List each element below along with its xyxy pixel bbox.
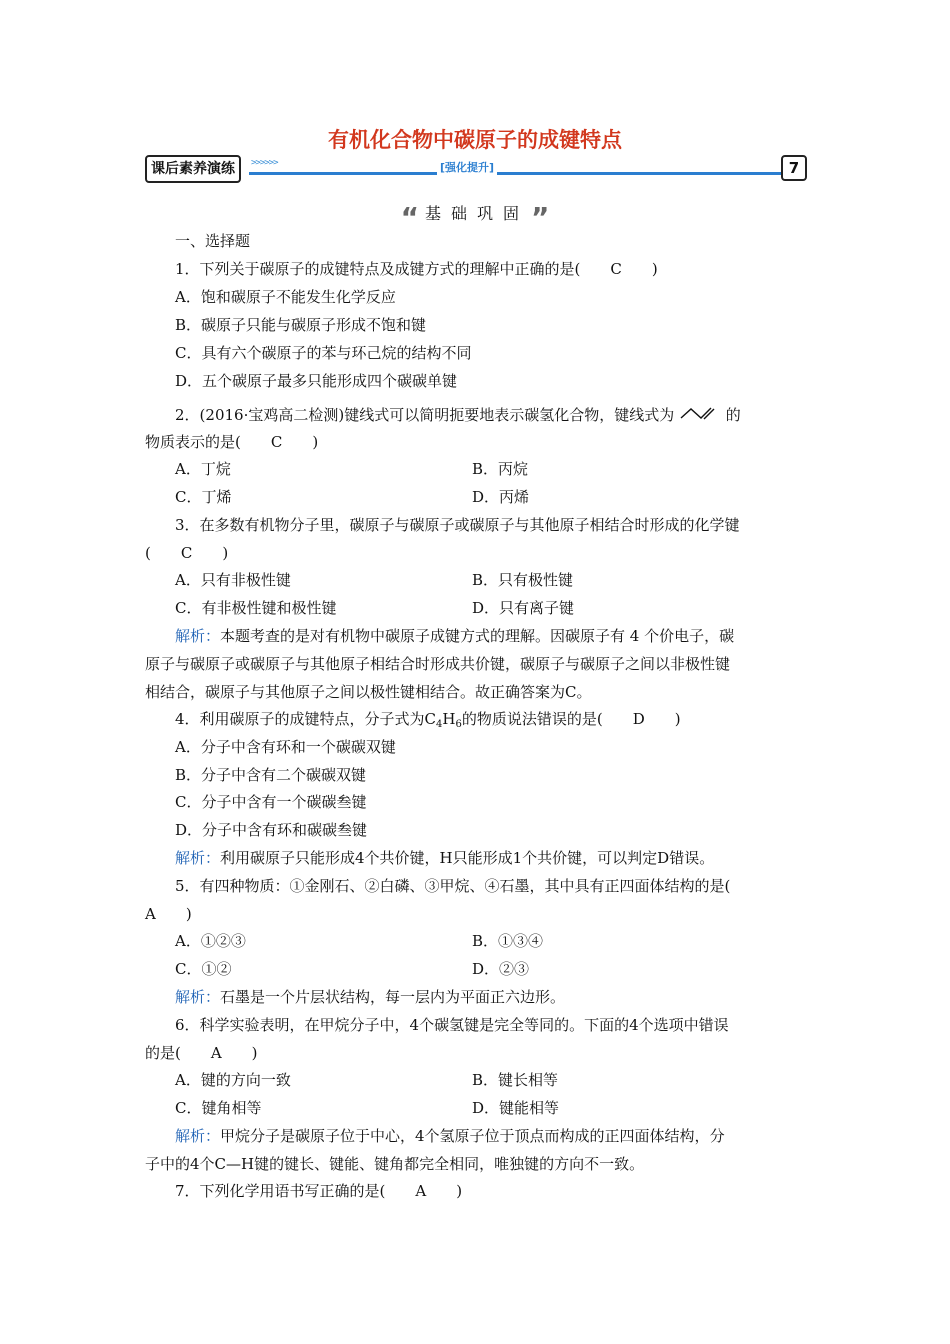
question-6-stem: 6．科学实验表明，在甲烷分子中，4个碳氢键是完全等同的。下面的4个选项中错误 bbox=[175, 1016, 729, 1034]
q2-option-a: A．丁烷 bbox=[175, 460, 231, 478]
q6-option-a: A．键的方向一致 bbox=[175, 1071, 291, 1089]
banner-divider bbox=[249, 172, 781, 175]
q5-option-b: B．①③④ bbox=[472, 932, 544, 950]
q1-option-a: A．饱和碳原子不能发生化学反应 bbox=[175, 288, 396, 306]
q2-option-d: D．丙烯 bbox=[472, 488, 530, 506]
q4-stem-text: 4．利用碳原子的成键特点，分子式为C bbox=[175, 710, 437, 728]
q2-option-b: B．丙烷 bbox=[472, 460, 529, 478]
q6-option-d: D．键能相等 bbox=[472, 1099, 560, 1117]
question-4-stem bbox=[175, 709, 681, 735]
q4-analysis bbox=[175, 848, 714, 868]
close-quote-icon: ” bbox=[531, 201, 550, 234]
part-heading: 一、选择题 bbox=[175, 232, 251, 250]
q3-option-b: B．只有极性键 bbox=[472, 571, 574, 589]
q1-option-b: B．碳原子只能与碳原子形成不饱和键 bbox=[175, 316, 427, 334]
q2-stem-tail: 的 bbox=[725, 406, 741, 424]
q3-option-c: C．有非极性键和极性键 bbox=[175, 599, 337, 617]
q3-option-a: A．只有非极性键 bbox=[175, 571, 291, 589]
q2-option-c: C．丁烯 bbox=[175, 488, 232, 506]
analysis-label: 解析： bbox=[175, 849, 221, 867]
page-title: 有机化合物中碳原子的成键特点 bbox=[328, 128, 622, 152]
analysis-label: 解析： bbox=[175, 988, 221, 1006]
q6-option-c: C．键角相等 bbox=[175, 1099, 262, 1117]
q3-option-d: D．只有离子键 bbox=[472, 599, 575, 617]
q6-analysis-line-2: 子中的4个C—H键的键长、键能、键角都完全相同，唯独键的方向不一致。 bbox=[145, 1155, 645, 1173]
banner-label: 课后素养演练 bbox=[145, 155, 241, 183]
section-heading bbox=[0, 201, 950, 234]
analysis-text: 甲烷分子是碳原子位于中心，4个氢原子位于顶点而构成的正四面体结构，分 bbox=[220, 1127, 725, 1145]
question-5-stem: 5．有四种物质：①金刚石、②白磷、③甲烷、④石墨，其中具有正四面体结构的是( bbox=[175, 877, 731, 895]
analysis-text: 本题考查的是对有机物中碳原子成键方式的理解。因碳原子有 4 个价电子，碳 bbox=[220, 627, 735, 645]
banner-arrows: >>>>>> bbox=[251, 158, 278, 168]
q4-subscript-1: 4 bbox=[436, 719, 443, 730]
q4-formula-h: H bbox=[442, 710, 456, 728]
q2-stem-text: 2．(2016·宝鸡高二检测)键线式可以简明扼要地表示碳氢化合物，键线式为 bbox=[175, 406, 675, 424]
question-3-stem-cont: ( C ) bbox=[145, 544, 229, 562]
question-5-stem-cont: A ) bbox=[145, 905, 192, 923]
analysis-label: 解析： bbox=[175, 1127, 221, 1145]
section-banner bbox=[145, 155, 807, 181]
q4-option-c: C．分子中含有一个碳碳叁键 bbox=[175, 793, 367, 811]
open-quote-icon: “ bbox=[400, 201, 419, 234]
question-7-stem: 7．下列化学用语书写正确的是( A ) bbox=[175, 1182, 463, 1200]
analysis-text: 石墨是一个片层状结构，每一层内为平面正六边形。 bbox=[220, 988, 566, 1006]
q4-option-d: D．分子中含有环和碳碳叁键 bbox=[175, 821, 368, 839]
q4-stem-tail: 的物质说法错误的是( D ) bbox=[461, 710, 681, 728]
question-2-stem bbox=[175, 404, 741, 425]
q5-option-a: A．①②③ bbox=[175, 932, 246, 950]
q4-option-a: A．分子中含有环和一个碳碳双键 bbox=[175, 738, 396, 756]
q4-subscript-2: 6 bbox=[455, 719, 462, 730]
analysis-label: 解析： bbox=[175, 627, 221, 645]
q4-option-b: B．分子中含有二个碳碳双键 bbox=[175, 766, 367, 784]
q3-analysis-line-2: 原子与碳原子或碳原子与其他原子相结合时形成共价键，碳原子与碳原子之间以非极性键 bbox=[145, 655, 731, 673]
q3-analysis-line-1 bbox=[175, 626, 734, 646]
q6-analysis-line-1 bbox=[175, 1126, 725, 1146]
q1-option-c: C．具有六个碳原子的苯与环己烷的结构不同 bbox=[175, 344, 472, 362]
q5-option-d: D．②③ bbox=[472, 960, 530, 978]
question-3-stem: 3．在多数有机物分子里，碳原子与碳原子或碳原子与其他原子相结合时形成的化学键 bbox=[175, 516, 740, 534]
q5-analysis bbox=[175, 987, 565, 1007]
analysis-text: 利用碳原子只能形成4个共价键，H只能形成1个共价键，可以判定D错误。 bbox=[220, 849, 715, 867]
banner-number: 7 bbox=[781, 155, 807, 181]
q1-option-d: D．五个碳原子最多只能形成四个碳碳单键 bbox=[175, 372, 458, 390]
banner-tag: [强化提升] bbox=[437, 159, 497, 175]
section-title: 基础巩固 bbox=[424, 204, 529, 223]
question-1-stem: 1．下列关于碳原子的成键特点及成键方式的理解中正确的是( C ) bbox=[175, 260, 658, 278]
q3-analysis-line-3: 相结合，碳原子与其他原子之间以极性键相结合。故正确答案为C。 bbox=[145, 683, 592, 701]
question-6-stem-cont: 的是( A ) bbox=[145, 1044, 258, 1062]
question-2-stem-cont: 物质表示的是( C ) bbox=[145, 433, 319, 451]
q5-option-c: C．①② bbox=[175, 960, 232, 978]
q6-option-b: B．键长相等 bbox=[472, 1071, 559, 1089]
skeletal-formula-icon bbox=[679, 404, 721, 422]
